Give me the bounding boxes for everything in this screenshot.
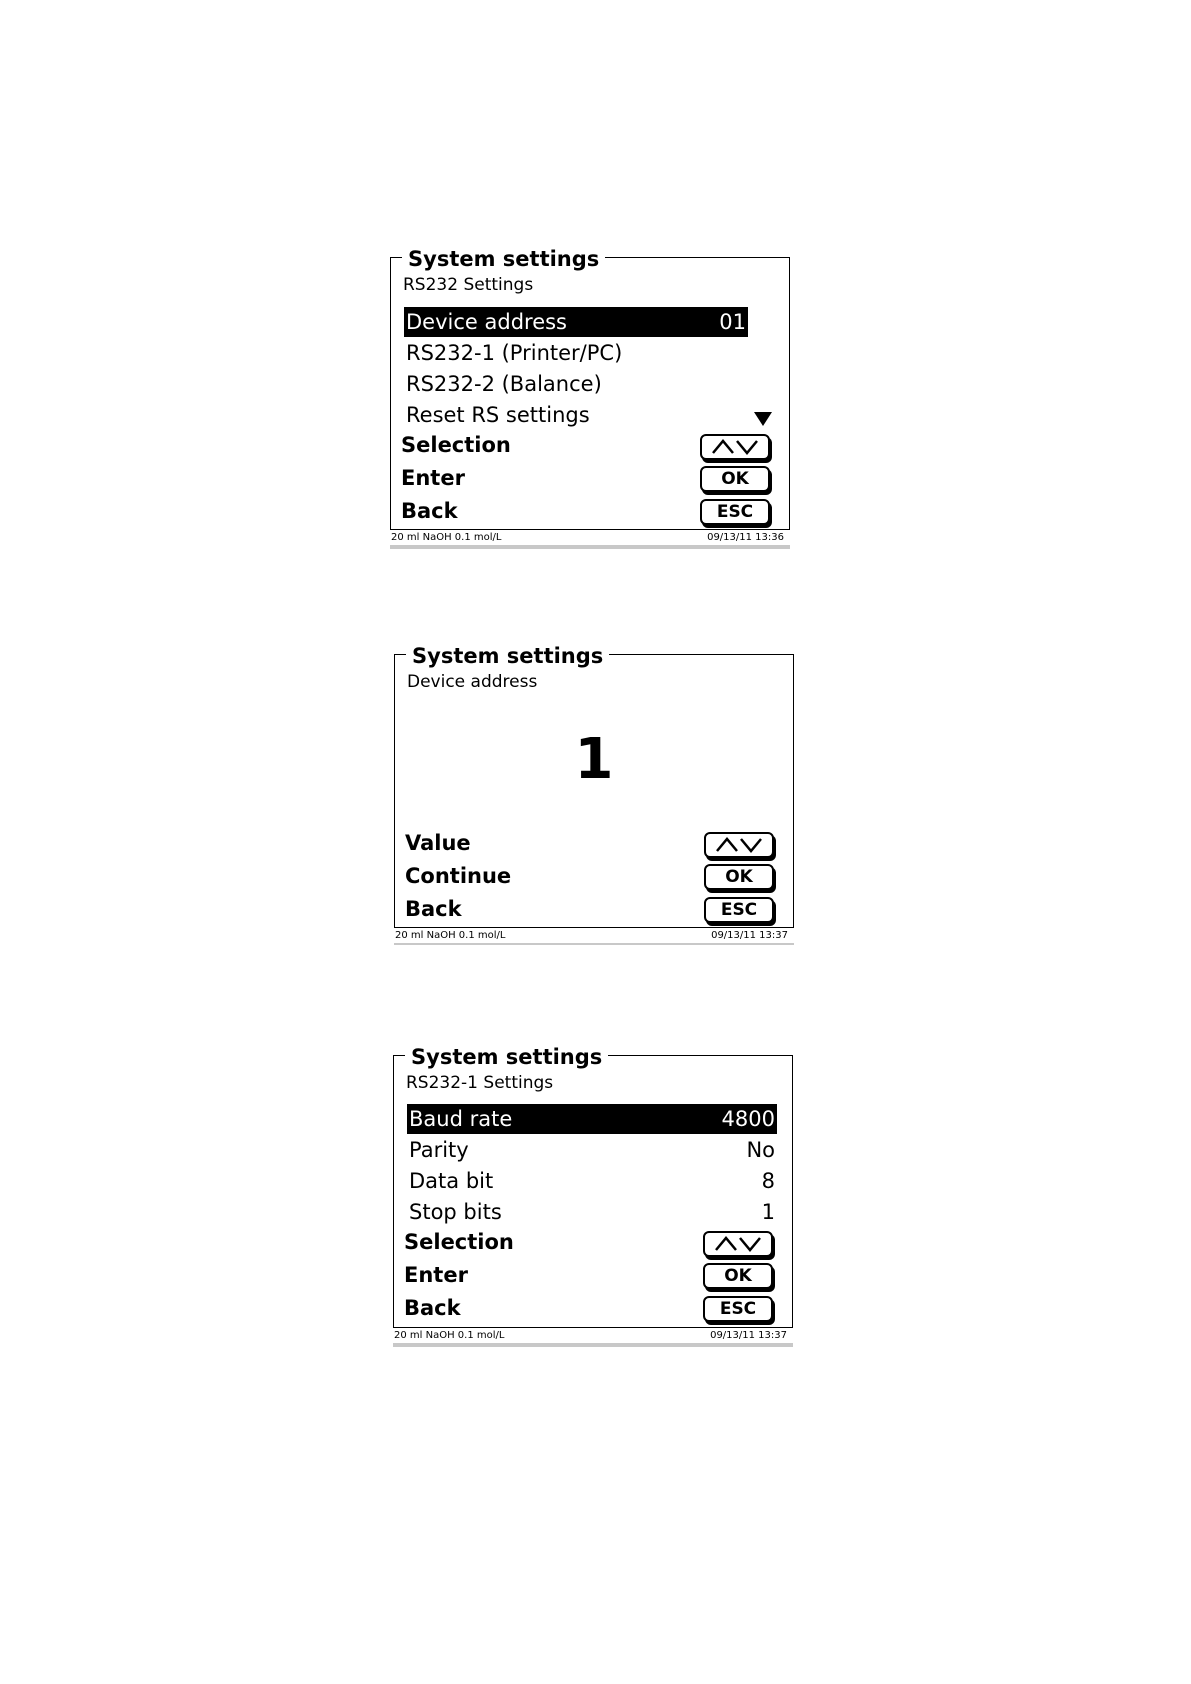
menu-item-value: 01 xyxy=(719,310,746,334)
status-datetime: 09/13/11 13:36 xyxy=(707,532,784,543)
menu-item-label: Baud rate xyxy=(409,1107,513,1131)
up-down-arrows-icon xyxy=(711,837,767,853)
menu-item-rs232-2[interactable] xyxy=(404,369,748,399)
screen-subtitle: Device address xyxy=(407,672,538,692)
status-reagent: 20 ml NaOH 0.1 mol/L xyxy=(391,532,502,543)
command-label-back: Back xyxy=(401,499,458,523)
screen-title: System settings xyxy=(406,645,609,667)
menu-item-data-bit[interactable] xyxy=(407,1166,777,1196)
menu-item-value: 4800 xyxy=(721,1107,775,1131)
status-bar xyxy=(393,1329,793,1347)
status-bar xyxy=(394,929,794,945)
command-label-continue: Continue xyxy=(405,864,512,888)
screen-rs232-settings xyxy=(390,247,790,557)
screen-rs232-1-settings xyxy=(393,1045,793,1355)
menu-item-value: No xyxy=(746,1138,775,1162)
menu-item-rs232-1[interactable] xyxy=(404,338,748,368)
up-down-key-button[interactable] xyxy=(703,1231,773,1257)
status-reagent: 20 ml NaOH 0.1 mol/L xyxy=(395,930,506,941)
status-bar xyxy=(390,531,790,549)
ok-key-button[interactable]: OK xyxy=(703,1263,773,1289)
menu-item-parity[interactable] xyxy=(407,1135,777,1165)
ok-key-button[interactable]: OK xyxy=(700,466,770,492)
esc-key-button[interactable]: ESC xyxy=(700,499,770,525)
device-address-value: 1 xyxy=(574,727,614,792)
up-down-arrows-icon xyxy=(710,1236,766,1252)
command-label-selection: Selection xyxy=(404,1230,514,1254)
menu-item-value: 1 xyxy=(761,1200,775,1224)
command-label-enter: Enter xyxy=(404,1263,468,1287)
esc-key-button[interactable]: ESC xyxy=(703,1296,773,1322)
menu-item-label: Device address xyxy=(406,310,567,334)
up-down-key-button[interactable] xyxy=(704,832,774,858)
menu-item-label: Stop bits xyxy=(409,1200,502,1224)
status-datetime: 09/13/11 13:37 xyxy=(711,930,788,941)
scroll-down-icon xyxy=(754,412,772,426)
command-label-back: Back xyxy=(404,1296,461,1320)
status-datetime: 09/13/11 13:37 xyxy=(710,1330,787,1341)
menu-item-stop-bits[interactable] xyxy=(407,1197,777,1227)
up-down-key-button[interactable] xyxy=(700,434,770,460)
command-label-enter: Enter xyxy=(401,466,465,490)
status-reagent: 20 ml NaOH 0.1 mol/L xyxy=(394,1330,505,1341)
screen-title: System settings xyxy=(402,248,605,270)
screen-subtitle: RS232 Settings xyxy=(403,275,534,295)
screen-title: System settings xyxy=(405,1046,608,1068)
menu-item-label: RS232-1 (Printer/PC) xyxy=(406,341,623,365)
esc-key-button[interactable]: ESC xyxy=(704,897,774,923)
menu-item-label: Reset RS settings xyxy=(406,403,590,427)
up-down-arrows-icon xyxy=(707,439,763,455)
screen-device-address xyxy=(394,644,794,954)
menu-item-label: RS232-2 (Balance) xyxy=(406,372,602,396)
command-label-back: Back xyxy=(405,897,462,921)
screen-subtitle: RS232-1 Settings xyxy=(406,1073,554,1093)
menu-item-value: 8 xyxy=(761,1169,775,1193)
menu-item-label: Parity xyxy=(409,1138,469,1162)
menu-item-reset-rs-settings[interactable] xyxy=(404,400,748,430)
menu-item-label: Data bit xyxy=(409,1169,494,1193)
menu-item-baud-rate[interactable] xyxy=(407,1104,777,1134)
command-label-value: Value xyxy=(405,831,471,855)
ok-key-button[interactable]: OK xyxy=(704,864,774,890)
command-label-selection: Selection xyxy=(401,433,511,457)
menu-item-device-address[interactable] xyxy=(404,307,748,337)
